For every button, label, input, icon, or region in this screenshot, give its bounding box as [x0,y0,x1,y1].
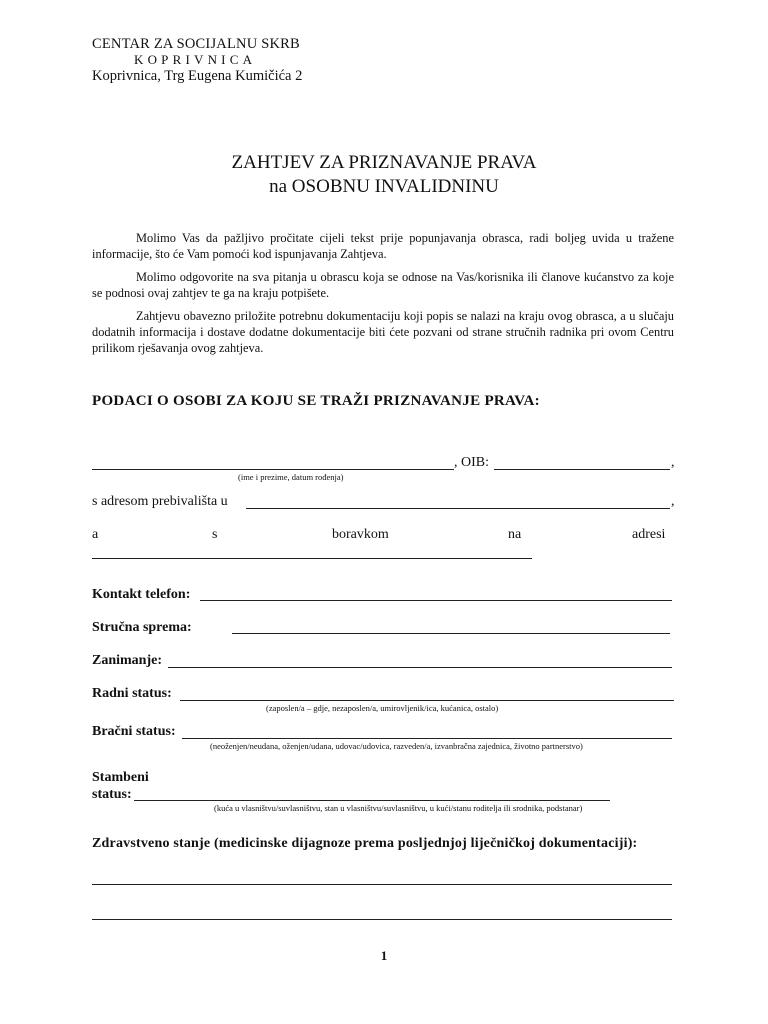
section-title: PODACI O OSOBI ZA KOJU SE TRAŽI PRIZNAVANJE PRAVA: [92,393,540,409]
housing-label-2: status: [92,787,132,802]
form-title: ZAHTJEV ZA PRIZNAVANJE PRAVA [231,152,537,173]
occupation-field-line[interactable] [168,667,672,668]
housing-field-line[interactable] [134,800,610,801]
work-status-hint: (zaposlen/a – gdje, nezaposlen/a, umirovljenik/ica, kućanica, ostalo) [266,703,499,713]
stay-address-field-line[interactable] [92,558,532,559]
intro-paragraph-2: Molimo odgovorite na sva pitanja u obrascu koja se odnose na Vas/korisnika ili članove kućanstvo za koje se podnosi ovaj zahtjev te ga na kraju potpišete. [92,270,674,300]
marital-status-hint: (neoženjen/neudana, oženjen/udana, udovac/udovica, razveden/a, izvanbračna zajednica, životno partnerstvo) [210,741,583,751]
organization-city: KOPRIVNICA [134,52,257,67]
stay-word-adresi: adresi [632,527,666,542]
page-number: 1 [380,948,388,963]
oib-field-line[interactable] [494,469,670,470]
address-field-line[interactable] [246,508,670,509]
education-label: Stručna sprema: [92,620,192,635]
occupation-label: Zanimanje: [92,653,162,668]
intro-paragraph-3: Zahtjevu obavezno priložite potrebnu dokumentaciju koji popis se nalazi na kraju ovog obrasca, a u slučaju dodatnih informacija i dostave dodatne dokumentacije biti ćete pozvani od strane stručnih radnika pri ovom Centru prilikom rješavanja ovog zahtjeva. [92,309,674,355]
education-field-line[interactable] [232,633,670,634]
oib-label: , OIB: [454,455,489,470]
health-label: Zdravstveno stanje (medicinske dijagnoze prema posljednjoj liječničkoj dokumentaciji): [92,836,638,851]
address-label: s adresom prebivališta u [92,494,228,509]
name-field-hint: (ime i prezime, datum rođenja) [238,472,344,482]
intro-paragraph-1: Molimo Vas da pažljivo pročitate cijeli tekst prije popunjavanja obrasca, radi boljeg uvida u tražene informacije, što će Vam pomoći kod ispunjavanja Zahtjeva. [92,231,674,261]
marital-status-label: Bračni status: [92,724,176,739]
marital-status-field-line[interactable] [182,738,672,739]
comma-text: , [671,455,675,470]
stay-word-boravkom: boravkom [332,527,389,542]
work-status-label: Radni status: [92,686,172,701]
housing-hint: (kuća u vlasništvu/suvlasništvu, stan u vlasništvu/suvlasništvu, u kući/stanu roditelja ili srodnika, podstanar) [214,803,583,813]
form-subtitle: na OSOBNU INVALIDNINU [269,176,499,197]
work-status-field-line[interactable] [180,700,674,701]
organization-address: Koprivnica, Trg Eugena Kumičića 2 [92,68,303,84]
name-field-line[interactable] [92,469,454,470]
organization-name: CENTAR ZA SOCIJALNU SKRB [92,36,300,52]
health-field-line-2[interactable] [92,919,672,920]
phone-label: Kontakt telefon: [92,587,191,602]
stay-word-s: s [212,527,218,542]
phone-field-line[interactable] [200,600,672,601]
health-field-line-1[interactable] [92,884,672,885]
stay-word-a: a [92,527,99,542]
housing-label: Stambeni [92,770,149,785]
comma-text: , [671,494,675,509]
stay-word-na: na [508,527,522,542]
